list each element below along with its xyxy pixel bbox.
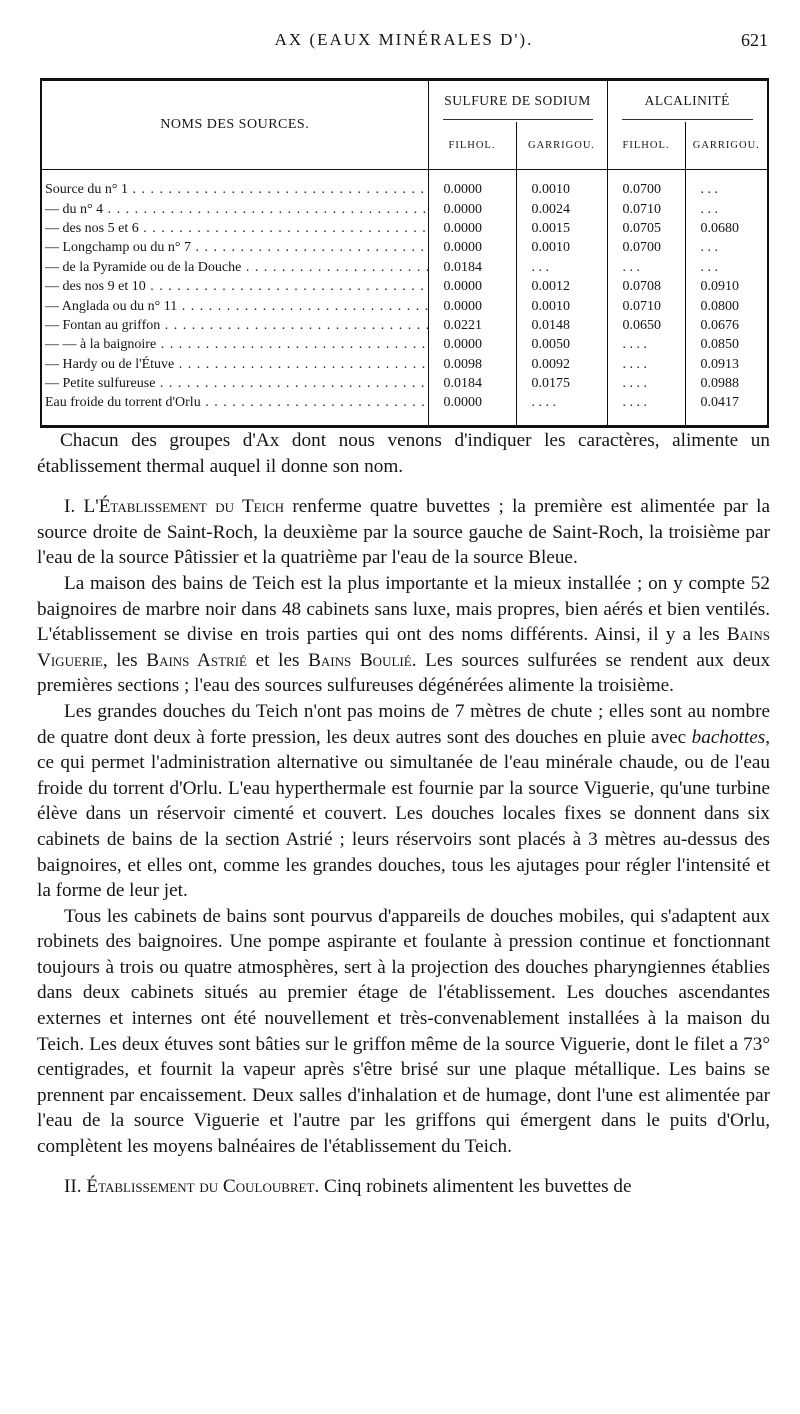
sources-table-body — [41, 170, 768, 427]
sulfure-garrigou-value: 0.0092 — [516, 355, 607, 374]
subheader-alcalinite-garrigou: GARRIGOU. — [685, 122, 768, 170]
sulfure-filhol-value: 0.0000 — [428, 199, 516, 218]
paragraph-couloubret — [37, 1174, 770, 1200]
table-row — [41, 258, 768, 277]
source-name: — des nos 9 et 10 . . . — [41, 277, 428, 296]
sulfure-garrigou-value: 0.0024 — [516, 199, 607, 218]
page-header — [40, 30, 768, 54]
sulfure-filhol-value: 0.0221 — [428, 316, 516, 335]
alcalinite-filhol-value: . . . — [607, 258, 685, 277]
sulfure-filhol-value: 0.0000 — [428, 238, 516, 257]
bains-boulie: Bains Boulié — [308, 649, 412, 671]
body-text — [37, 428, 770, 1199]
sulfure-filhol-value: 0.0000 — [428, 170, 516, 200]
sulfure-filhol-value: 0.0000 — [428, 219, 516, 238]
alcalinite-filhol-value: 0.0650 — [607, 316, 685, 335]
sulfure-filhol-value: 0.0000 — [428, 277, 516, 296]
table-row — [41, 170, 768, 200]
sources-table-wrap — [40, 78, 767, 410]
paragraph-grandes-douches: Les grandes douches du Teich n'ont pas moins de 7 mètres de chute ; elles sont au nombre de quatre dont deux à forte pression, les deux autres sont des douches en pluie avec bachottes, ce qui permet l'administration alternative ou simultanée de l'eau minérale chaude, ou de l'eau froide du torrent d'Orlu. L'eau hyperthermale est fournie par la source Viguerie, qu'une turbine élève dans un réservoir cimenté et couvert. Les douches locales fixes se donnent dans six cabinets de bains de la section Astrié ; leurs réservoirs sont placés à 3 mètres au-dessus des baignoires, et elles ont, comme les grandes douches, tous les ajutages pour régler l'intensité et la forme de leur jet. — [37, 700, 770, 902]
source-name: Source du n° 1 . . . — [41, 170, 428, 200]
paragraph-maison-des-bains: La maison des bains de Teich est la plus importante et la mieux installée ; on y compte 52 baignoires de marbre noir dans 48 cabinets sans luxe, mais propres, bien aérés et bien ventilés. L'établissement se divise en trois parties qui ont des noms différents. Ainsi, il y a les Bains Viguerie, les Bains Astrié et les Bains Boulié. Les sources sulfurées se rendent aux deux premières sections ; l'eau des sources sulfureuses dégénérées alimente la troisième. — [37, 572, 771, 697]
source-name: — de la Pyramide ou de la Douche . . . — [41, 258, 428, 277]
table-row — [41, 219, 768, 238]
table-row — [41, 316, 768, 335]
alcalinite-garrigou-value: 0.0988 — [685, 374, 768, 393]
alcalinite-filhol-value: 0.0700 — [607, 170, 685, 200]
table-row — [41, 199, 768, 218]
paragraph-couloubret-text: Cinq robinets alimentent les buvettes de — [324, 1175, 632, 1197]
paragraph-cabinets: Tous les cabinets de bains sont pourvus d'appareils de douches mobiles, qui s'adaptent aux robinets des baignoires. Une pompe aspirante et foulante à pression continue et fonctionnant toujours à trois ou quatre atmosphères, sert à la projection des douches pharyngiennes établies dans deux cabinets situés au premier étage de l'établissement. Les douches ascendantes externes et internes ont été nouvellement et très-convenablement installées à la maison du Teich. Les deux étuves sont bâties sur le griffon même de la source Viguerie, dont le filet a 73° centigrades, et fournit la vapeur après s'être brisé sur une plaque métallique. Les bains se prennent par encaissement. Deux salles d'inhalation et de humage, dont l'une est alimentée par l'eau de la source Viguerie et l'autre par les griffons qui émergent dans le puits d'Orlu, complètent les moyens balnéaires de l'établissement du Teich. — [37, 905, 770, 1158]
subheader-sulfure-filhol: FILHOL. — [428, 122, 516, 170]
sulfure-garrigou-value: 0.0175 — [516, 374, 607, 393]
running-title: AX (EAUX MINÉRALES D'). — [274, 30, 534, 49]
alcalinite-filhol-value: 0.0705 — [607, 219, 685, 238]
sources-table — [40, 78, 769, 428]
section-heading-teich: L'Établissement du Teich — [83, 496, 285, 518]
sulfure-filhol-value: 0.0098 — [428, 355, 516, 374]
term-bachottes: bachottes — [691, 726, 766, 748]
alcalinite-filhol-value: . . . . — [607, 335, 685, 354]
alcalinite-filhol-value: . . . . — [607, 393, 685, 426]
alcalinite-filhol-value: 0.0708 — [607, 277, 685, 296]
table-row — [41, 393, 768, 426]
source-name: — Anglada ou du n° 11 . . . — [41, 296, 428, 315]
sulfure-garrigou-value: 0.0148 — [516, 316, 607, 335]
alcalinite-garrigou-value: 0.0910 — [685, 277, 768, 296]
header-noms-des-sources: NOMS DES SOURCES. — [41, 80, 428, 170]
table-row — [41, 277, 768, 296]
subheader-sulfure-garrigou: GARRIGOU. — [516, 122, 607, 170]
sulfure-garrigou-value: 0.0010 — [516, 170, 607, 200]
alcalinite-garrigou-value: 0.0850 — [685, 335, 768, 354]
alcalinite-garrigou-value: . . . — [685, 199, 768, 218]
header-sulfure-de-sodium: SULFURE DE SODIUM — [428, 80, 607, 122]
source-name: — Fontan au griffon . . . — [41, 316, 428, 335]
table-row — [41, 296, 768, 315]
section-heading-couloubret: Établissement du Couloubret. — [86, 1175, 320, 1197]
table-row — [41, 355, 768, 374]
sulfure-filhol-value: 0.0184 — [428, 258, 516, 277]
alcalinite-filhol-value: 0.0700 — [607, 238, 685, 257]
alcalinite-garrigou-value: 0.0676 — [685, 316, 768, 335]
source-name: — — à la baignoire . . . — [41, 335, 428, 354]
source-name: — Petite sulfureuse . . . — [41, 374, 428, 393]
alcalinite-garrigou-value: 0.0913 — [685, 355, 768, 374]
header-alcalinite: ALCALINITÉ — [607, 80, 768, 122]
page-number: 621 — [741, 30, 768, 50]
paragraph-teich-text: renferme quatre buvettes ; la première est alimentée par la source droite de Saint-Roch, la deuxième par la source gauche de Saint-Roch, la troisième par l'eau de la source Pâtissier et la quatrième par l'eau de la source Bleue. — [37, 496, 770, 569]
source-name: — Hardy ou de l'Étuve . . . — [41, 355, 428, 374]
table-row — [41, 238, 768, 257]
source-name: — des nos 5 et 6 . . . — [41, 219, 428, 238]
alcalinite-filhol-value: . . . . — [607, 374, 685, 393]
sulfure-filhol-value: 0.0000 — [428, 296, 516, 315]
alcalinite-garrigou-value: . . . — [685, 238, 768, 257]
sulfure-garrigou-value: 0.0015 — [516, 219, 607, 238]
source-name: — du n° 4 . . . — [41, 199, 428, 218]
source-name: Eau froide du torrent d'Orlu . . . — [41, 393, 428, 426]
alcalinite-garrigou-value: 0.0800 — [685, 296, 768, 315]
paragraph-intro: Chacun des groupes d'Ax dont nous venons d'indiquer les caractères, alimente un établissement thermal auquel il donne son nom. — [37, 430, 770, 477]
alcalinite-garrigou-value: 0.0417 — [685, 393, 768, 426]
source-name: — Longchamp ou du n° 7 . . . — [41, 238, 428, 257]
sulfure-garrigou-value: 0.0012 — [516, 277, 607, 296]
alcalinite-filhol-value: 0.0710 — [607, 199, 685, 218]
alcalinite-filhol-value: . . . . — [607, 355, 685, 374]
sulfure-garrigou-value: 0.0010 — [516, 238, 607, 257]
alcalinite-garrigou-value: 0.0680 — [685, 219, 768, 238]
bains-viguerie: Bains Viguerie — [37, 624, 770, 671]
subheader-alcalinite-filhol: FILHOL. — [607, 122, 685, 170]
paragraph-teich — [37, 494, 770, 571]
section-number: I. — [64, 496, 76, 518]
sulfure-filhol-value: 0.0000 — [428, 393, 516, 426]
sulfure-filhol-value: 0.0000 — [428, 335, 516, 354]
sulfure-garrigou-value: 0.0050 — [516, 335, 607, 354]
alcalinite-garrigou-value: . . . — [685, 170, 768, 200]
sulfure-filhol-value: 0.0184 — [428, 374, 516, 393]
bains-astrie: Bains Astrié — [146, 649, 247, 671]
sulfure-garrigou-value: . . . — [516, 258, 607, 277]
sulfure-garrigou-value: . . . . — [516, 393, 607, 426]
alcalinite-filhol-value: 0.0710 — [607, 296, 685, 315]
sulfure-garrigou-value: 0.0010 — [516, 296, 607, 315]
section-number: II. — [64, 1175, 82, 1197]
alcalinite-garrigou-value: . . . — [685, 258, 768, 277]
table-row — [41, 335, 768, 354]
table-row — [41, 374, 768, 393]
